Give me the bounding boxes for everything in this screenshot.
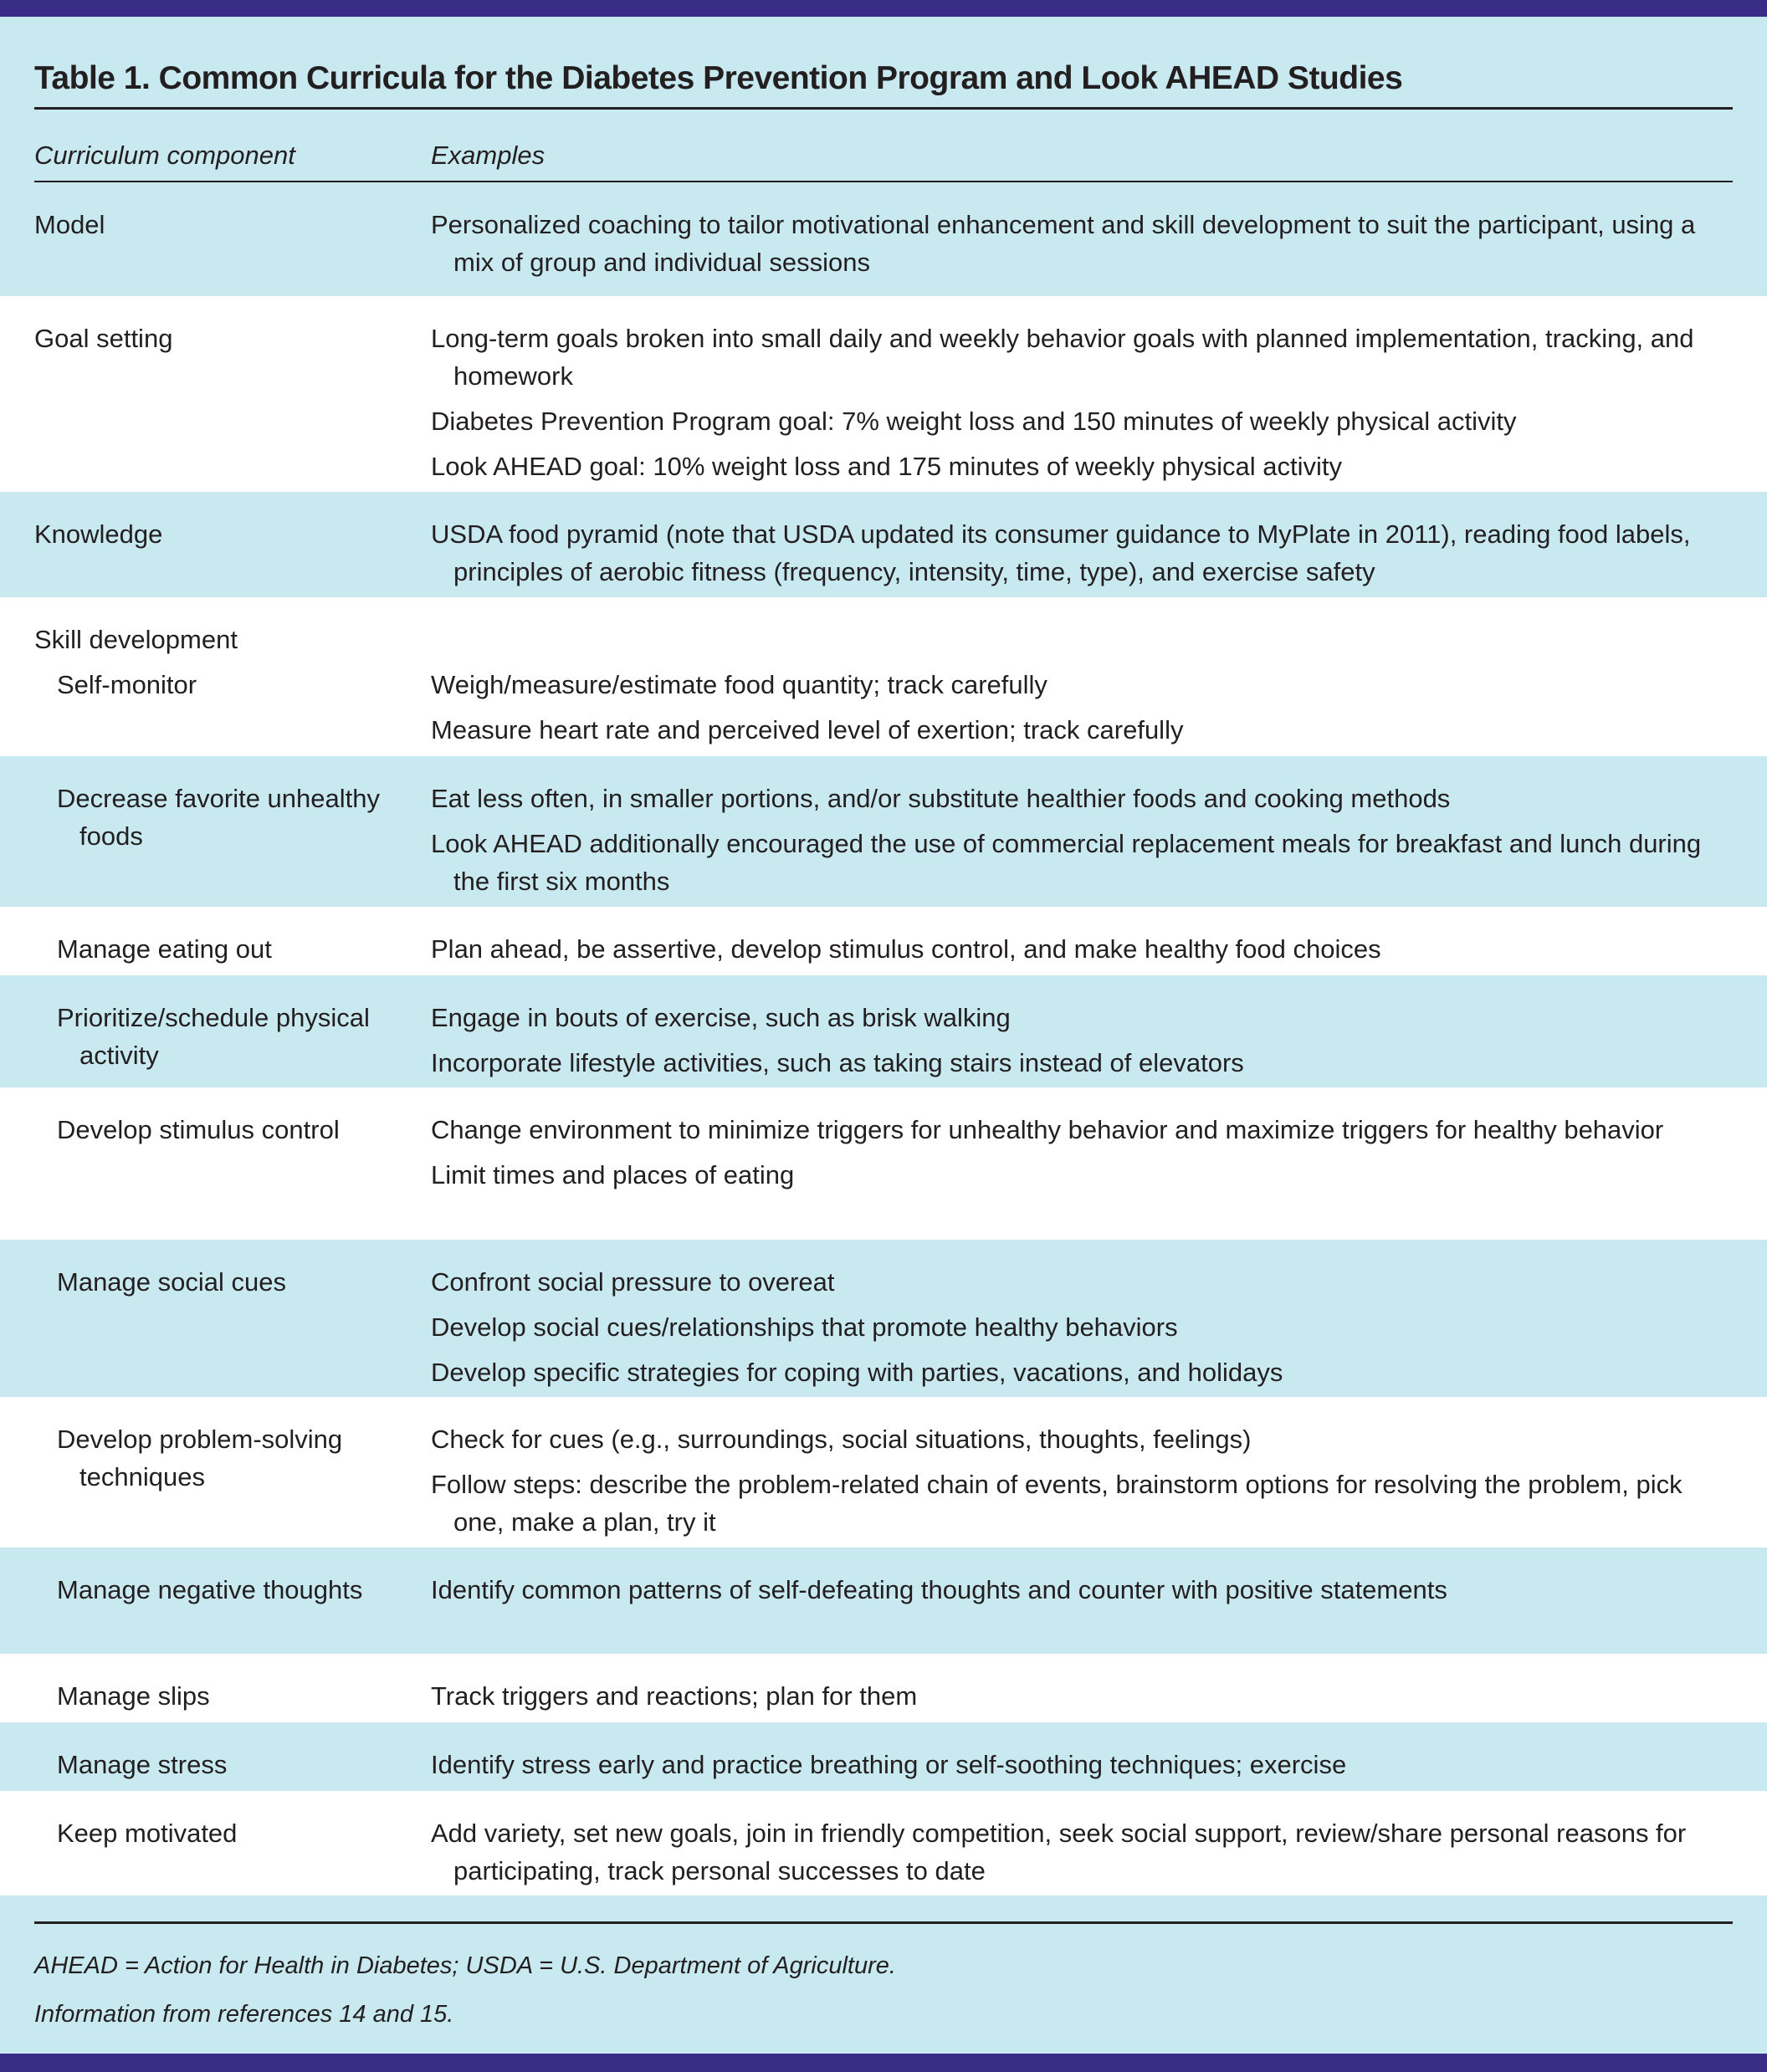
curriculum-component — [34, 206, 402, 243]
curriculum-component — [57, 999, 425, 1074]
title-rule — [34, 107, 1733, 110]
component-label: Manage social cues — [57, 1267, 286, 1297]
examples-cell — [431, 780, 1736, 908]
curriculum-component — [57, 1571, 425, 1609]
column-header-examples: Examples — [431, 141, 545, 170]
example-text: Add variety, set new goals, join in friendly competition, seek social support, review/share personal reasons for participating, track personal successes to date — [431, 1819, 1687, 1885]
component-label: Keep motivated — [57, 1819, 238, 1848]
table-row — [0, 975, 1767, 1087]
table-row — [0, 1548, 1767, 1654]
curriculum-component — [57, 1111, 425, 1149]
curriculum-component — [34, 515, 402, 553]
table-row — [0, 182, 1767, 296]
examples-cell — [431, 206, 1736, 289]
table-row — [0, 492, 1767, 597]
footnote-references: Information from references 14 and 15. — [34, 2001, 454, 2028]
top-border-bar — [0, 0, 1767, 17]
example-text: Plan ahead, be assertive, develop stimulus control, and make healthy food choices — [431, 934, 1381, 964]
example-text: Develop specific strategies for coping with parties, vacations, and holidays — [431, 1358, 1283, 1387]
table-footer — [0, 1895, 1767, 2054]
subcomponent-label: Self-monitor — [57, 670, 197, 699]
table-row — [0, 1397, 1767, 1548]
example-text: Follow steps: describe the problem-related chain of events, brainstorm options for resolving the problem, pick one, make a plan, try it — [431, 1470, 1682, 1537]
example-text: Diabetes Prevention Program goal: 7% weight loss and 150 minutes of weekly physical activity — [431, 407, 1517, 436]
examples-cell — [431, 1420, 1736, 1548]
curriculum-component — [57, 780, 425, 855]
examples-cell — [431, 1263, 1736, 1399]
component-label: Manage slips — [57, 1681, 210, 1711]
examples-cell — [431, 1571, 1736, 1616]
example-text: Confront social pressure to overeat — [431, 1267, 835, 1297]
footer-rule — [34, 1921, 1733, 1924]
example-text: Look AHEAD additionally encouraged the use of commercial replacement meals for breakfast and lunch during the first six months — [431, 829, 1702, 896]
table-row — [0, 296, 1767, 492]
component-label: Manage stress — [57, 1750, 228, 1779]
component-label: Model — [34, 210, 105, 239]
table-body — [0, 182, 1767, 1895]
curriculum-component — [57, 1263, 425, 1301]
component-label: Develop stimulus control — [57, 1115, 340, 1144]
table-row — [0, 907, 1767, 975]
table-row — [0, 1240, 1767, 1397]
table-row — [0, 1654, 1767, 1722]
examples-cell — [431, 1746, 1736, 1791]
table-title: Table 1. Common Curricula for the Diabetes Prevention Program and Look AHEAD Studies — [34, 60, 1403, 96]
examples-cell — [431, 930, 1736, 975]
example-text: Incorporate lifestyle activities, such as taking stairs instead of elevators — [431, 1048, 1244, 1077]
example-text: Weigh/measure/estimate food quantity; track carefully — [431, 670, 1047, 699]
example-text: Develop social cues/relationships that promote healthy behaviors — [431, 1312, 1178, 1342]
example-text: Track triggers and reactions; plan for them — [431, 1681, 918, 1711]
table-row — [0, 756, 1767, 907]
examples-cell — [431, 515, 1736, 598]
curriculum-component — [57, 1420, 425, 1496]
curriculum-component — [57, 1814, 425, 1852]
component-label: Prioritize/schedule physical activity — [57, 1003, 370, 1070]
example-text: Look AHEAD goal: 10% weight loss and 175 minutes of weekly physical activity — [431, 452, 1343, 481]
example-text: Identify common patterns of self-defeating thoughts and counter with positive statements — [431, 1575, 1447, 1604]
component-label: Goal setting — [34, 324, 173, 353]
bottom-border-bar — [0, 2054, 1767, 2072]
table-header — [0, 17, 1767, 182]
example-text: Measure heart rate and perceived level of exertion; track carefully — [431, 715, 1184, 744]
component-label: Skill development — [34, 625, 238, 654]
component-label: Decrease favorite unhealthy foods — [57, 784, 381, 851]
example-text: Long-term goals broken into small daily and weekly behavior goals with planned implementation, tracking, and homework — [431, 324, 1694, 391]
examples-cell — [431, 1677, 1736, 1722]
component-label: Develop problem-solving techniques — [57, 1425, 343, 1491]
example-text: Personalized coaching to tailor motivational enhancement and skill development to suit the participant, using a mix of group and individual sessions — [431, 210, 1696, 277]
examples-cell — [431, 1814, 1736, 1897]
example-text: Change environment to minimize triggers for unhealthy behavior and maximize triggers for healthy behavior — [431, 1115, 1664, 1144]
curriculum-component — [34, 621, 402, 703]
column-header-component: Curriculum component — [34, 141, 295, 170]
component-label: Manage negative thoughts — [57, 1575, 363, 1604]
example-text: Eat less often, in smaller portions, and/or substitute healthier foods and cooking methods — [431, 784, 1451, 813]
examples-cell — [431, 320, 1736, 493]
curriculum-component — [34, 320, 402, 357]
table-row — [0, 597, 1767, 756]
example-text: Check for cues (e.g., surroundings, social situations, thoughts, feelings) — [431, 1425, 1252, 1454]
table-row — [0, 1791, 1767, 1895]
example-text: Engage in bouts of exercise, such as brisk walking — [431, 1003, 1011, 1032]
examples-cell — [431, 999, 1736, 1089]
example-text: USDA food pyramid (note that USDA updated its consumer guidance to MyPlate in 2011), reading food labels, principles of aerobic fitness (frequency, intensity, time, type), and exercise safety — [431, 519, 1691, 586]
footnote-abbreviations: AHEAD = Action for Health in Diabetes; USDA = U.S. Department of Agriculture. — [34, 1952, 896, 1979]
curriculum-component — [57, 1677, 425, 1715]
table-row — [0, 1722, 1767, 1791]
example-text: Limit times and places of eating — [431, 1160, 795, 1189]
curriculum-component — [57, 1746, 425, 1783]
examples-cell — [431, 1111, 1736, 1201]
example-text: Identify stress early and practice breathing or self-soothing techniques; exercise — [431, 1750, 1347, 1779]
curriculum-component — [57, 930, 425, 968]
examples-cell — [431, 666, 1736, 756]
component-label: Knowledge — [34, 519, 163, 549]
component-label: Manage eating out — [57, 934, 272, 964]
table-row — [0, 1087, 1767, 1240]
